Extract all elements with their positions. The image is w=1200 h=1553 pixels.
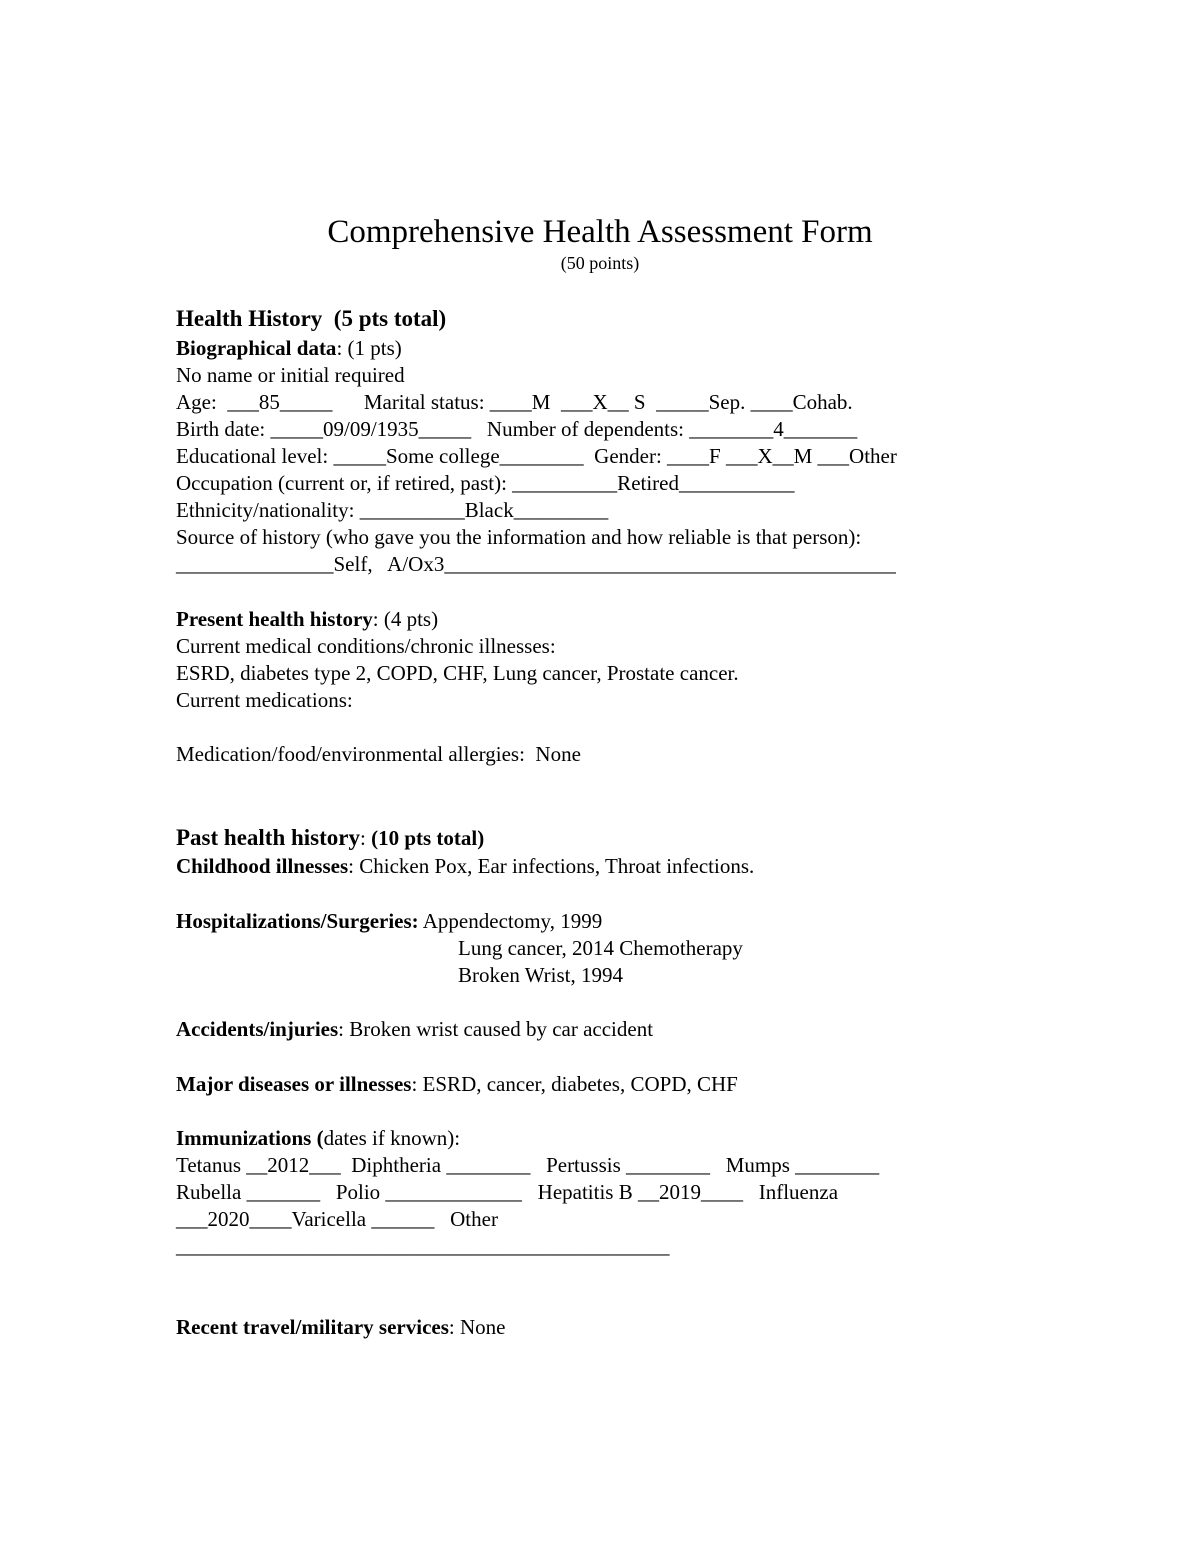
recent-travel-value: : None — [448, 1315, 506, 1339]
source-of-history-question: Source of history (who gave you the information and how reliable is that person): — [176, 525, 862, 549]
accidents-label: Accidents/injuries — [176, 1017, 339, 1041]
source-of-history-answer: _______________Self, A/Ox3___________________________________________ — [176, 552, 896, 576]
page-subtitle: (50 points) — [560, 253, 640, 273]
education-gender-line: Educational level: _____Some college________ Gender: ____F ___X__M ___Other — [176, 444, 897, 468]
page-title: Comprehensive Health Assessment Form — [327, 214, 873, 250]
ethnicity-line: Ethnicity/nationality: __________Black_________ — [176, 498, 609, 522]
immunizations-other-blank: _______________________________________________ — [176, 1234, 670, 1258]
recent-travel-label: Recent travel/military services — [176, 1315, 449, 1339]
hospitalization-item: Lung cancer, 2014 Chemotherapy — [458, 936, 743, 960]
childhood-illnesses-row — [176, 853, 754, 880]
past-history-row — [176, 824, 484, 852]
present-history-label: Present health history — [176, 607, 373, 631]
childhood-illnesses-value: : Chicken Pox, Ear infections, Throat infections. — [348, 854, 755, 878]
medications-label: Current medications: — [176, 688, 353, 712]
past-history-label: Past health history — [176, 825, 360, 850]
major-diseases-label: Major diseases or illnesses — [176, 1072, 412, 1096]
immunizations-line-2: Rubella _______ Polio _____________ Hepatitis B __2019____ Influenza — [176, 1180, 839, 1204]
past-history-points: (10 pts total) — [365, 826, 485, 850]
accidents-row — [176, 1016, 653, 1043]
hospitalization-item: Appendectomy, 1999 — [418, 909, 603, 933]
major-diseases-value: : ESRD, cancer, diabetes, COPD, CHF — [411, 1072, 738, 1096]
hospitalization-item: Broken Wrist, 1994 — [458, 963, 624, 987]
immunizations-line-1: Tetanus __2012___ Diphtheria ________ Pertussis ________ Mumps ________ — [176, 1153, 880, 1177]
immunizations-row — [176, 1125, 460, 1152]
conditions-value: ESRD, diabetes type 2, COPD, CHF, Lung cancer, Prostate cancer. — [176, 661, 739, 685]
birth-date-line: Birth date: _____09/09/1935_____ Number of dependents: ________4_______ — [176, 417, 858, 441]
hospitalizations-row — [176, 908, 602, 935]
hospitalizations-label: Hospitalizations/Surgeries: — [176, 909, 419, 933]
biographical-data-row — [176, 335, 402, 362]
immunizations-hint: dates if known): — [323, 1126, 461, 1150]
section-heading-health-history: Health History (5 pts total) — [176, 306, 447, 331]
past-history-colon: : — [360, 826, 366, 850]
accidents-value: : Broken wrist caused by car accident — [338, 1017, 654, 1041]
no-name-note: No name or initial required — [176, 363, 405, 387]
conditions-label: Current medical conditions/chronic illnesses: — [176, 634, 556, 658]
present-history-row — [176, 606, 438, 633]
recent-travel-row — [176, 1314, 505, 1341]
present-history-points: : (4 pts) — [372, 607, 439, 631]
allergies-line: Medication/food/environmental allergies: None — [176, 742, 581, 766]
immunizations-label: Immunizations ( — [176, 1126, 324, 1150]
childhood-illnesses-label: Childhood illnesses — [176, 854, 349, 878]
occupation-line: Occupation (current or, if retired, past): __________Retired___________ — [176, 471, 795, 495]
biographical-data-label: Biographical data — [176, 336, 337, 360]
biographical-data-points: : (1 pts) — [336, 336, 402, 360]
immunizations-line-3: ___2020____Varicella ______ Other — [176, 1207, 498, 1231]
age-marital-line: Age: ___85_____ Marital status: ____M ___X__ S _____Sep. ____Cohab. — [176, 390, 853, 414]
major-diseases-row — [176, 1071, 738, 1098]
